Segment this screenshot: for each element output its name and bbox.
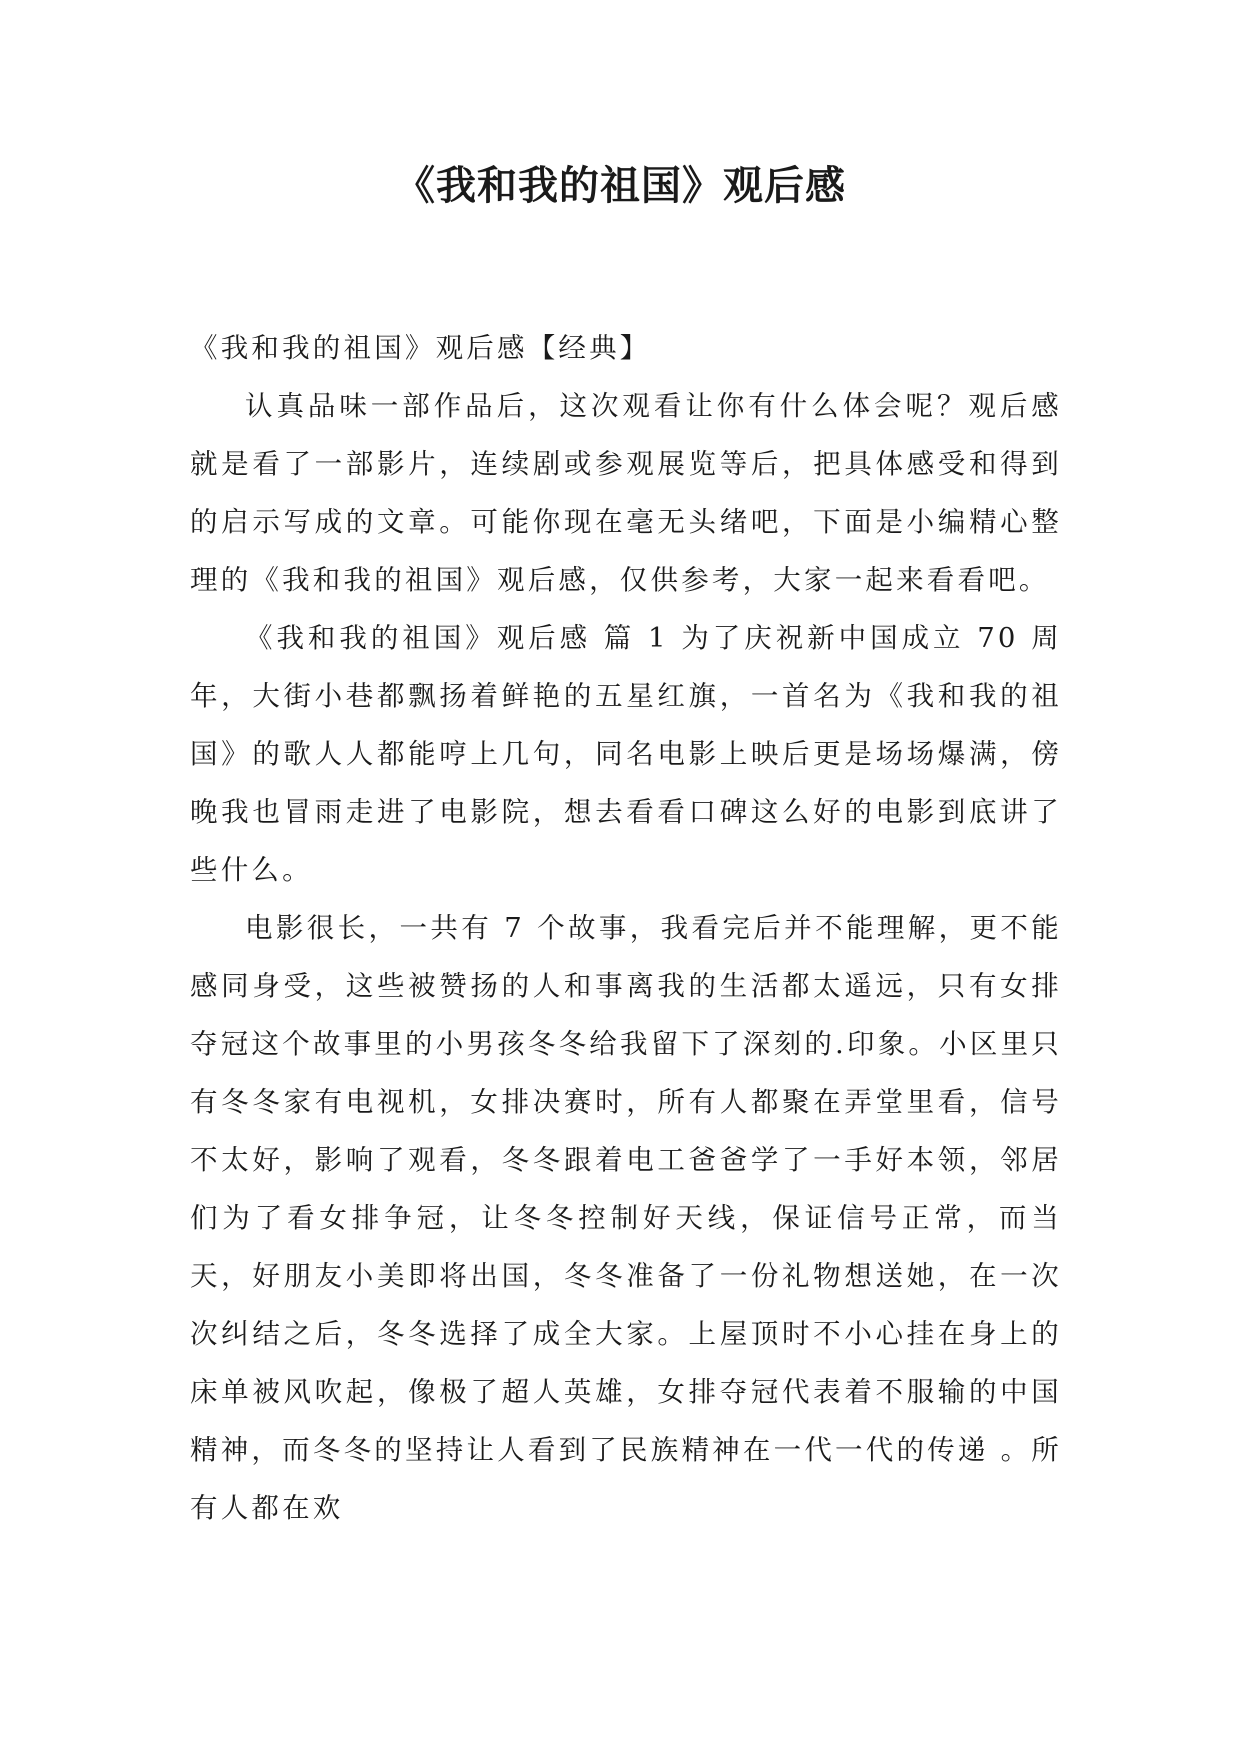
document-title: 《我和我的祖国》观后感	[395, 163, 846, 209]
paragraph-2: 电影很长，一共有 7 个故事，我看完后并不能理解，更不能感同身受，这些被赞扬的人和事离我的生活都太遥远，只有女排夺冠这个故事里的小男孩冬冬给我留下了深刻的.印象。小区里只有冬冬家有电视机，女排决赛时，所有人都聚在弄堂里看，信号不太好，影响了观看，冬冬跟着电工爸爸学了一手好本领，邻居们为了看女排争冠，让冬冬控制好天线，保证信号正常，而当天，好朋友小美即将出国，冬冬准备了一份礼物想送她，在一次次纠结之后，冬冬选择了成全大家。上屋顶时不小心挂在身上的床单被风吹起，像极了超人英雄，女排夺冠代表着不服输的中国精神，而冬冬的坚持让人看到了民族精神在一代一代的传递 。所有人都在欢	[190, 912, 1062, 1524]
document-body	[190, 319, 1062, 1537]
paragraph-intro: 认真品味一部作品后，这次观看让你有什么体会呢？观后感就是看了一部影片，连续剧或参观展览等后，把具体感受和得到的启示写成的文章。可能你现在毫无头绪吧，下面是小编精心整理的《我和我的祖国》观后感，仅供参考，大家一起来看看吧。	[190, 390, 1062, 596]
paragraph-1: 《我和我的祖国》观后感 篇 1 为了庆祝新中国成立 70 周年，大街小巷都飘扬着鲜艳的五星红旗，一首名为《我和我的祖国》的歌人人都能哼上几句，同名电影上映后更是场场爆满，傍晚我也冒雨走进了电影院，想去看看口碑这么好的电影到底讲了些什么。	[190, 622, 1062, 886]
document-subtitle: 《我和我的祖国》观后感【经典】	[190, 332, 651, 364]
